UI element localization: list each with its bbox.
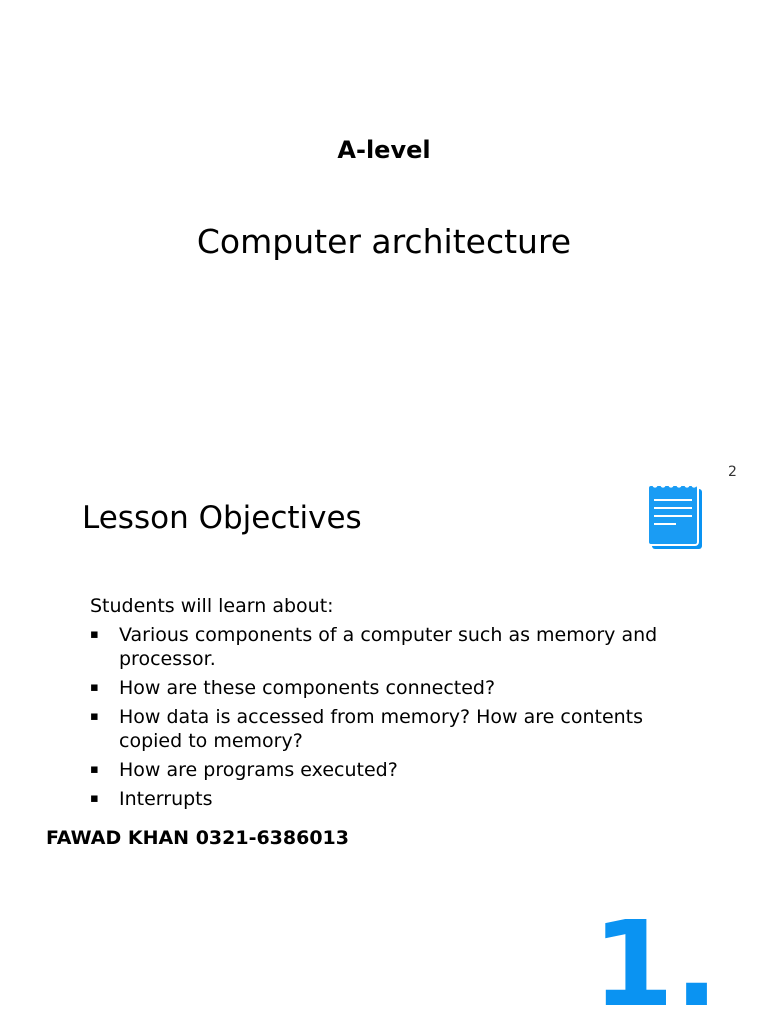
list-item-text: How are these components connected? xyxy=(119,677,496,699)
bullet-marker: ▪ xyxy=(90,627,99,642)
list-item-text: How are programs executed? xyxy=(119,759,398,781)
bullet-marker: ▪ xyxy=(90,762,99,777)
bullet-marker: ▪ xyxy=(90,791,99,806)
objectives-intro: Students will learn about: xyxy=(90,595,334,617)
list-item xyxy=(90,758,690,782)
section-number: 1. xyxy=(592,895,719,1033)
list-item xyxy=(90,676,690,700)
list-item-text: Interrupts xyxy=(119,788,213,810)
list-item-text: Various components of a computer such as memory and processor. xyxy=(119,624,658,670)
slide-level-title: A-level xyxy=(337,136,431,164)
list-item xyxy=(90,623,690,671)
bullet-marker: ▪ xyxy=(90,709,99,724)
list-item-text: How data is accessed from memory? How are contents copied to memory? xyxy=(119,706,644,752)
objectives-list xyxy=(90,623,690,816)
bullet-marker: ▪ xyxy=(90,680,99,695)
list-item xyxy=(90,787,690,811)
lesson-objectives-heading: Lesson Objectives xyxy=(82,500,362,536)
list-item xyxy=(90,705,690,753)
notepad-icon xyxy=(646,481,704,551)
author-footer: FAWAD KHAN 0321-6386013 xyxy=(46,827,349,849)
slide-number: 2 xyxy=(728,464,737,480)
slide-subtitle: Computer architecture xyxy=(196,222,572,261)
